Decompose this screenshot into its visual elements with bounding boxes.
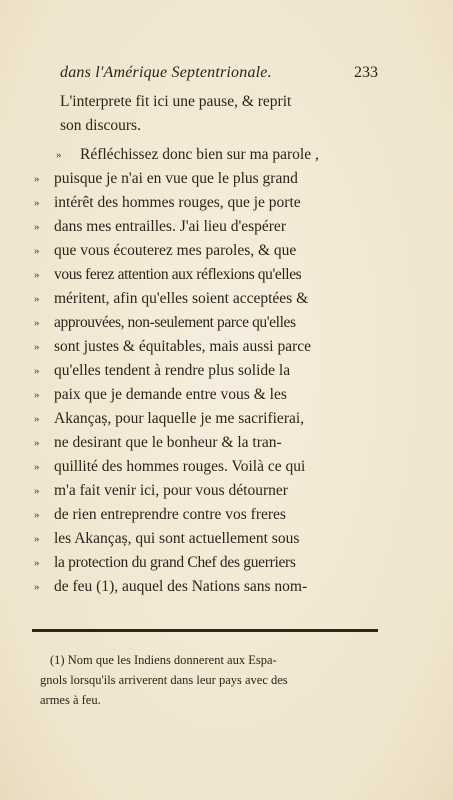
quote-mark: » <box>34 293 40 305</box>
text-line <box>34 575 378 599</box>
quote-mark: » <box>34 413 40 425</box>
text-line <box>34 263 378 287</box>
line-text: L'interprete fit ici une pause, & reprit <box>60 93 292 110</box>
line-text: approuvées, non-seulement parce qu'elles <box>54 314 296 331</box>
text-line <box>34 551 378 575</box>
text-line <box>34 114 378 138</box>
line-text: méritent, afin qu'elles soient acceptées & <box>54 290 309 307</box>
line-text: intérêt des hommes rouges, que je porte <box>54 194 301 211</box>
footnote-line: armes à feu. <box>40 693 101 707</box>
line-text: son discours. <box>60 117 141 134</box>
footnote-line: (1) Nom que les Indiens donnerent aux Espa- <box>50 653 277 667</box>
text-line <box>34 287 378 311</box>
text-line <box>34 143 378 167</box>
footnote-line: gnols lorsqu'ils arriverent dans leur pays avec des <box>40 673 288 687</box>
text-line <box>34 503 378 527</box>
text-line <box>34 191 378 215</box>
text-line <box>34 167 378 191</box>
quote-mark: » <box>34 533 40 545</box>
line-text: que vous écouterez mes paroles, & que <box>54 242 297 259</box>
quote-mark: » <box>34 389 40 401</box>
footnote-rule <box>32 629 378 632</box>
quote-mark: » <box>34 221 40 233</box>
text-line <box>34 479 378 503</box>
line-text: la protection du grand Chef des guerriers <box>54 554 296 571</box>
quote-mark: » <box>34 269 40 281</box>
line-text: quillité des hommes rouges. Voilà ce qui <box>54 458 306 475</box>
line-text: sont justes & équitables, mais aussi parce <box>54 338 311 355</box>
running-header <box>60 64 378 86</box>
line-text: vous ferez attention aux réflexions qu'elles <box>54 266 302 283</box>
text-line <box>34 311 378 335</box>
line-text: de rien entreprendre contre vos freres <box>54 506 286 523</box>
line-text: dans mes entrailles. J'ai lieu d'espérer <box>54 218 286 235</box>
text-line <box>34 335 378 359</box>
quote-mark: » <box>34 317 40 329</box>
text-line <box>34 407 378 431</box>
line-text: qu'elles tendent à rendre plus solide la <box>54 362 291 379</box>
line-text: paix que je demande entre vous & les <box>54 386 287 403</box>
quote-mark: » <box>34 437 40 449</box>
quote-mark: » <box>34 197 40 209</box>
text-line <box>34 455 378 479</box>
text-line <box>34 239 378 263</box>
quote-mark: » <box>34 461 40 473</box>
line-text: de feu (1), auquel des Nations sans nom- <box>54 578 308 595</box>
page-number: 233 <box>354 64 378 81</box>
quote-mark: » <box>34 557 40 569</box>
line-text: m'a fait venir ici, pour vous détourner <box>54 482 288 499</box>
line-text: Akançaș, pour laquelle je me sacrifierai, <box>54 410 305 427</box>
text-line <box>34 215 378 239</box>
quote-mark: » <box>34 341 40 353</box>
text-line <box>34 383 378 407</box>
running-title: dans l'Amérique Septentrionale. <box>60 64 272 81</box>
quote-mark: » <box>34 485 40 497</box>
text-line <box>34 359 378 383</box>
quote-mark: » <box>34 509 40 521</box>
quote-mark: » <box>34 173 40 185</box>
text-line <box>34 431 378 455</box>
text-line <box>34 90 378 114</box>
quote-mark: » <box>34 365 40 377</box>
text-line <box>34 527 378 551</box>
line-text: les Akançaș, qui sont actuellement sous <box>54 530 300 547</box>
line-text: ne desirant que le bonheur & la tran- <box>54 434 282 451</box>
quote-mark: » <box>34 581 40 593</box>
quote-mark: » <box>56 149 62 161</box>
quote-mark: » <box>34 245 40 257</box>
line-text: puisque je n'ai en vue que le plus grand <box>54 170 298 187</box>
line-text: Réfléchissez donc bien sur ma parole , <box>80 146 319 163</box>
